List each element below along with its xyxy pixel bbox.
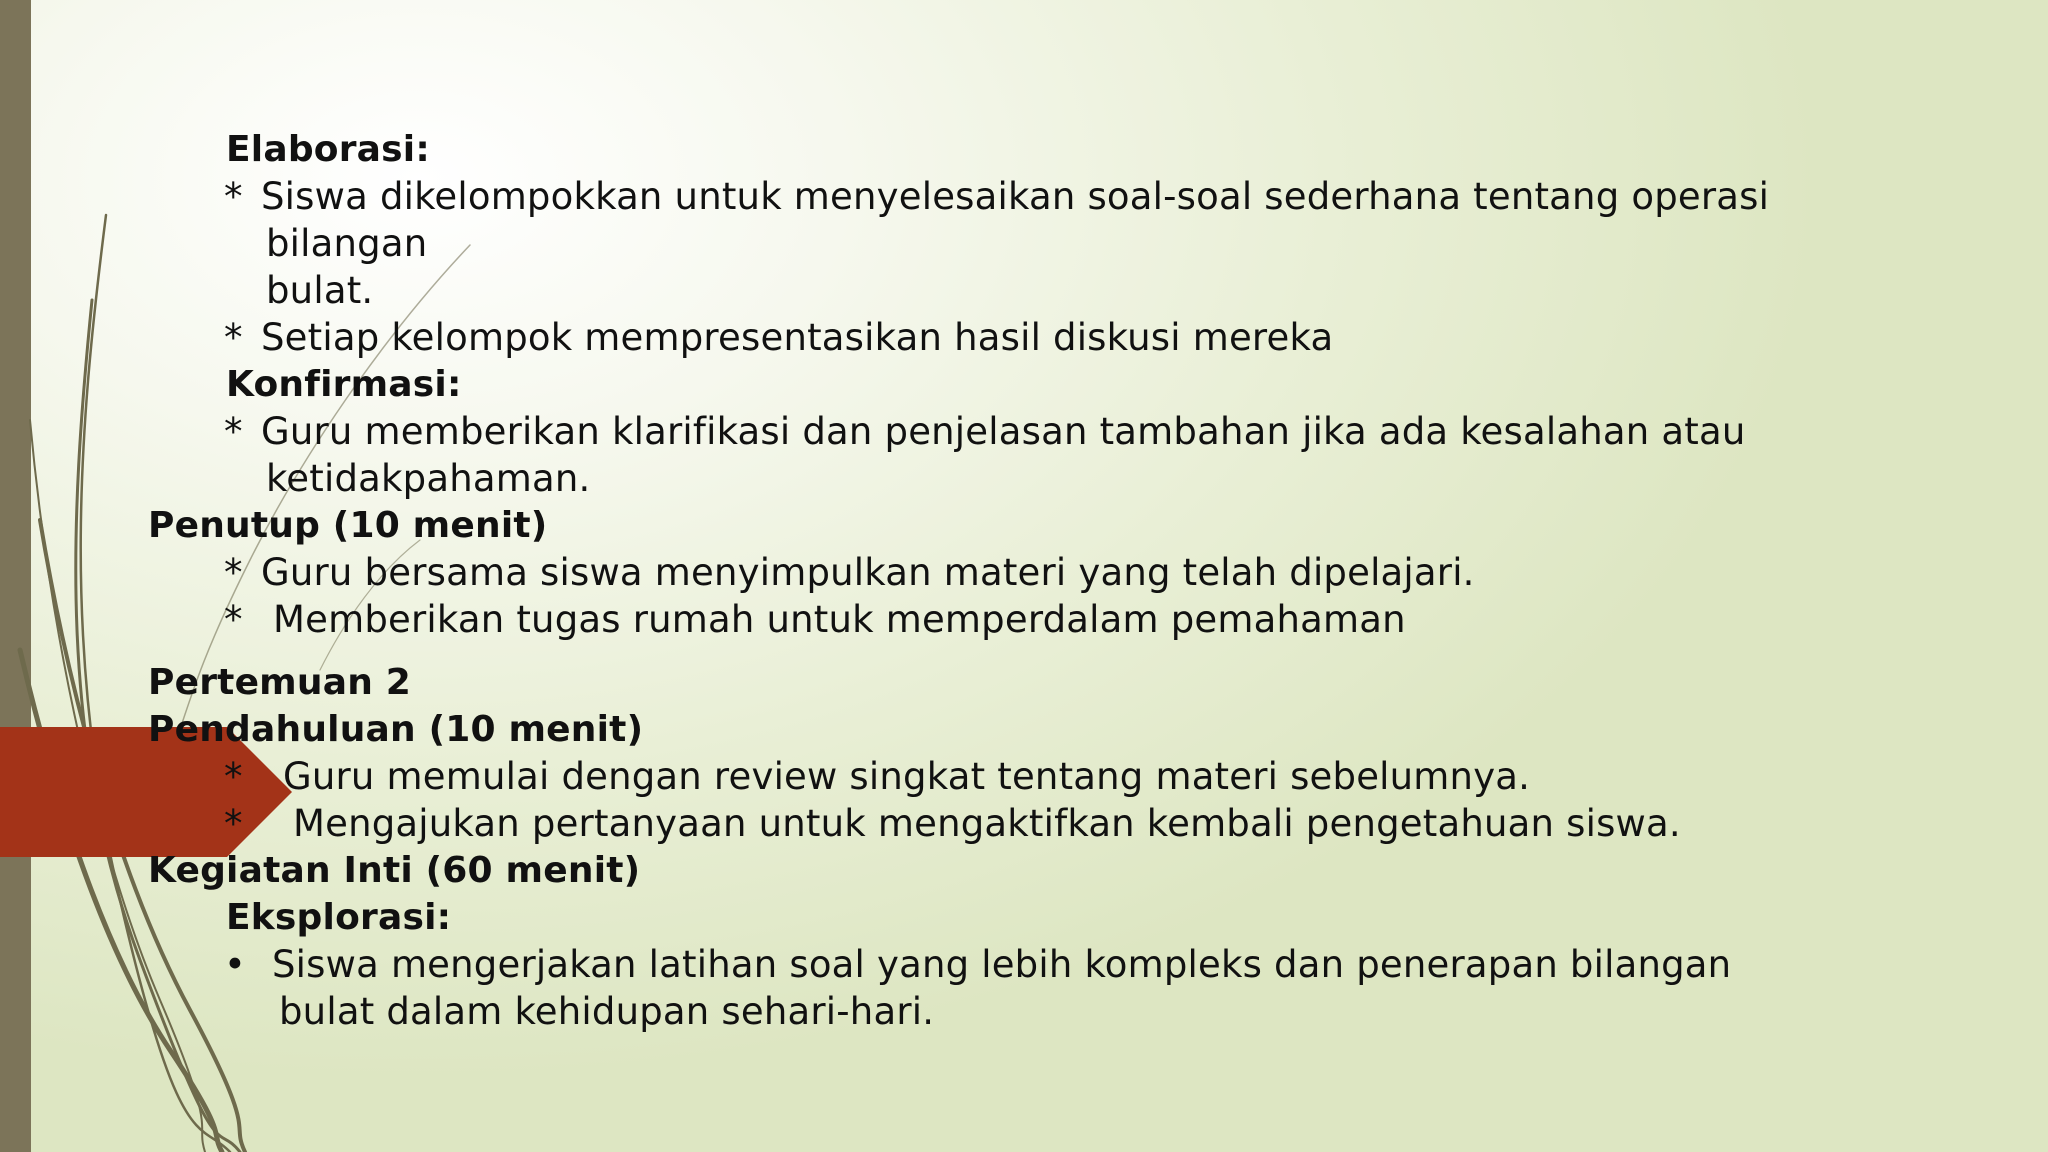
- pendahuluan-item-1: Guru memulai dengan review singkat tentang materi sebelumnya.: [283, 755, 1531, 798]
- penutup-bullet-1-marker: *: [224, 551, 243, 594]
- pendahuluan-item-2: Mengajukan pertanyaan untuk mengaktifkan kembali pengetahuan siswa.: [293, 802, 1681, 845]
- eksplorasi-item-1-line-2: bulat dalam kehidupan sehari-hari.: [279, 990, 935, 1033]
- elaborasi-bullet-1-marker: *: [224, 175, 243, 218]
- elaborasi-heading: Elaborasi:: [226, 129, 430, 170]
- konfirmasi-item-1-line-1: Guru memberikan klarifikasi dan penjelasan tambahan jika ada kesalahan atau: [261, 410, 1746, 453]
- elaborasi-bullet-2-marker: *: [224, 316, 243, 359]
- elaborasi-item-1-line-2: bilangan: [266, 222, 428, 265]
- elaborasi-item-1-line-1: Siswa dikelompokkan untuk menyelesaikan soal-soal sederhana tentang operasi: [261, 175, 1770, 218]
- pendahuluan-bullet-1-marker: *: [224, 755, 243, 798]
- konfirmasi-bullet-1-marker: *: [224, 410, 243, 453]
- eksplorasi-heading: Eksplorasi:: [226, 897, 452, 938]
- penutup-heading: Penutup (10 menit): [148, 505, 548, 546]
- pertemuan-heading: Pertemuan 2: [148, 662, 412, 703]
- pendahuluan-heading: Pendahuluan (10 menit): [148, 709, 644, 750]
- penutup-item-2: Memberikan tugas rumah untuk memperdalam pemahaman: [273, 598, 1406, 641]
- pendahuluan-bullet-2-marker: *: [224, 802, 243, 845]
- eksplorasi-item-1-line-1: Siswa mengerjakan latihan soal yang lebih kompleks dan penerapan bilangan: [272, 943, 1732, 986]
- konfirmasi-heading: Konfirmasi:: [226, 364, 462, 405]
- eksplorasi-bullet-1-marker: •: [224, 943, 247, 986]
- elaborasi-item-1-line-3: bulat.: [266, 269, 374, 312]
- penutup-bullet-2-marker: *: [224, 598, 243, 641]
- konfirmasi-item-1-line-2: ketidakpahaman.: [266, 457, 591, 500]
- elaborasi-item-2-line-1: Setiap kelompok mempresentasikan hasil diskusi mereka: [261, 316, 1334, 359]
- kegiatan-inti-heading: Kegiatan Inti (60 menit): [148, 850, 641, 891]
- penutup-item-1: Guru bersama siswa menyimpulkan materi yang telah dipelajari.: [261, 551, 1475, 594]
